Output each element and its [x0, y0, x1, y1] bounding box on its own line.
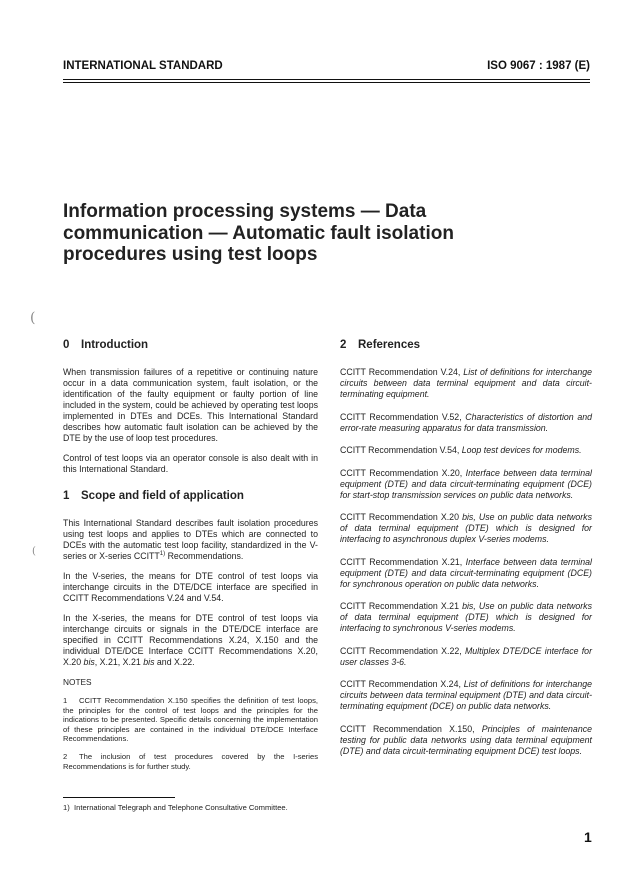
reference-item: CCITT Recommendation X.21, Interface between data terminal equipment (DTE) and data circuit-terminating equipment (DCE) for synchronous operation on public data networks.	[340, 556, 593, 589]
page-number: 1	[584, 829, 592, 845]
scan-artifact-mark: (	[32, 546, 36, 557]
scan-artifact-mark: (	[30, 310, 36, 326]
section-title: Scope and field of application	[81, 490, 244, 502]
header-standard-type: INTERNATIONAL STANDARD	[63, 60, 223, 72]
reference-item: CCITT Recommendation X.22, Multiplex DTE/DCE interface for user classes 3-6.	[340, 645, 592, 667]
reference-item: CCITT Recommendation X.24, List of definitions for interchange circuits between data terminal equipment (DTE) and data circuit-terminating equipment (DCE) on public data networks.	[340, 679, 592, 711]
section-number: 0	[63, 339, 70, 351]
header-rule	[63, 79, 590, 80]
header-rule-double	[63, 82, 590, 83]
reference-item: CCITT Recommendation V.24, List of definitions for interchange circuits between data terminal equipment and data circuit-terminating equipment.	[340, 367, 593, 399]
intro-paragraph-1: When transmission failures of a repetitive or continuing nature occur in a data communication system, fault isolation, or the identification of the faulty equipment or faulty portion of line included in the system, could be achieved by operating test loops implemented in DTEs and DCEs. This International Standard describes how automatic fault isolation can be achieved by the DTE by the use of loop test procedures.	[63, 367, 318, 443]
footnote-rule	[63, 797, 175, 798]
title-line-3: procedures using test loops	[63, 244, 318, 265]
section-number: 2	[340, 339, 347, 351]
left-column	[63, 338, 318, 779]
note-1: 1 CCITT Recommendation X.150 specifies the definition of test loops, the principles for the control of test loops and the principles for the indications to be presented. Specific details concerning the implementation of these principles are contained in the individual DTE/DCE Interface Recommendations.	[63, 696, 318, 744]
reference-item: CCITT Recommendation V.52, Characteristics of distortion and error-rate measuring apparatus for data transmission.	[340, 411, 592, 433]
header-standard-number: ISO 9067 : 1987 (E)	[487, 60, 590, 72]
notes-heading: NOTES	[63, 677, 92, 687]
reference-item: CCITT Recommendation X.20, Interface between data terminal equipment (DTE) and data circuit-terminating equipment (DCE) for start-stop transmission services on public data networks.	[340, 467, 593, 500]
section-2-heading	[340, 338, 592, 352]
scope-paragraph-1: This International Standard describes fault isolation procedures using test loops and applies to DTEs which are connected to DCEs with the automatic test loop facility, standardized in the V-series or X-series CCITT$^{1)}$ Recommendations.	[63, 518, 318, 561]
right-column	[340, 338, 592, 768]
footnote	[63, 803, 288, 812]
scope-paragraph-3: In the X-series, the means for DTE control of test loops via interchange circuits or signals in the DTE/DCE interface are specified in CCITT Recommendations X.24, X.150 and the individual DTE/DCE Interface CCITT Recommendations X.20, X.20 bis, X.21, X.21 bis and X.22.	[63, 613, 318, 667]
footnote-mark: 1)	[63, 803, 70, 812]
scope-paragraph-2: In the V-series, the means for DTE control of test loops via interchange circuits in the DTE/DCE interface are specified in CCITT Recommendations V.24 and V.54.	[63, 571, 318, 603]
section-title: Introduction	[81, 339, 149, 351]
section-title: References	[358, 339, 421, 351]
footnote-reference: 1)	[159, 551, 166, 558]
footnote-text: International Telegraph and Telephone Consultative Committee.	[74, 803, 288, 812]
intro-paragraph-2: Control of test loops via an operator console is also dealt with in this International Standard.	[63, 453, 318, 474]
document-title	[63, 201, 483, 266]
running-header	[63, 60, 590, 74]
section-0-heading	[63, 338, 318, 352]
reference-item: CCITT Recommendation X.21 bis, Use on public data networks of data terminal equipment (DTE) which is designed for interfacing to synchronous V-series modems.	[340, 601, 592, 633]
reference-item: CCITT Recommendation V.54, Loop test devices for modems.	[340, 445, 582, 455]
note-2: 2 The inclusion of test procedures covered by the I-series Recommendations is for further study.	[63, 751, 318, 771]
reference-item: CCITT Recommendation X.150, Principles of maintenance testing for public data networks using data terminal equipment (DTE) and data circuit-terminating equipment DCE) test loops.	[340, 723, 593, 756]
reference-item: CCITT Recommendation X.20 bis, Use on public data networks of data terminal equipment (DTE) which is designed for interfacing to asynchronous duplex V-series modems.	[340, 512, 592, 544]
references-list	[340, 367, 592, 757]
title-line-2: communication — Automatic fault isolation	[63, 222, 454, 244]
section-number: 1	[63, 490, 70, 502]
section-1-heading	[63, 489, 318, 503]
title-line-1: Information processing systems — Data	[63, 201, 427, 222]
